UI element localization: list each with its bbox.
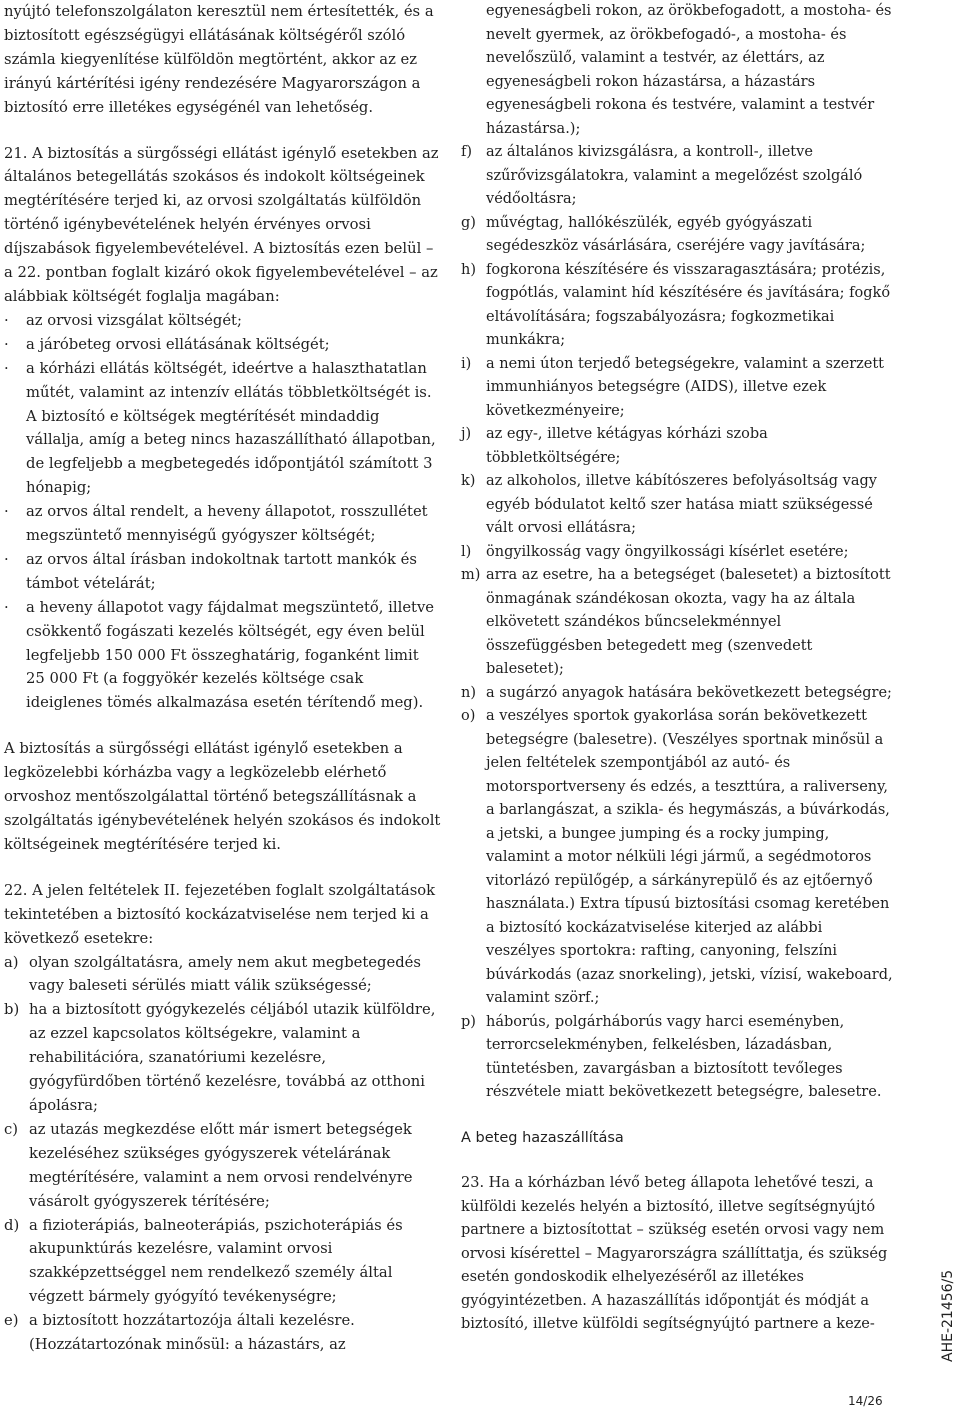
list-marker: b) xyxy=(4,1001,20,1019)
list-marker: h) xyxy=(461,261,476,278)
list-marker: l) xyxy=(461,543,472,560)
list-item xyxy=(4,333,442,357)
section-23-paragraph: 23. Ha a kórházban lévő beteg állapota lehetővé teszi, a külföldi kezelés helyén a biztosító, illetve segítségnyújtó partnere a biztosítottat – szükség esetén orvosi vagy nem orvosi kísérettel – Magyarországra szállíttatja, és szükség esetén gondoskodik elhelyezéséről az illetékes gyógyintézetben. A hazaszállítás időpontját és módját a biztosító, illetve külföldi segítségnyújtó partnere a keze- xyxy=(461,1175,888,1332)
list-item-text: fogkorona készítésére és visszaragasztására; protézis, fogpótlás, valamint híd készítésére és javítására; fogkő eltávolítására; fogszabályozásra; fogkozmetikai munkákra; xyxy=(486,261,891,348)
list-item-text: a biztosított hozzátartozója általi kezelésre. (Hozzátartozónak minősül: a házastárs, az xyxy=(29,1312,355,1354)
section-22-list-left xyxy=(4,951,442,1357)
list-item xyxy=(461,470,893,541)
list-item xyxy=(461,682,893,706)
list-item xyxy=(4,596,442,716)
list-item xyxy=(461,1011,893,1105)
list-marker: f) xyxy=(461,144,473,160)
list-marker: n) xyxy=(461,684,476,701)
section-22-list-right xyxy=(461,141,893,1105)
list-item-text: művégtag, hallókészülék, egyéb gyógyászati segédeszköz vásárlására, cseréjére vagy javítására; xyxy=(486,214,866,254)
section-21-paragraph: 21. A biztosítás a sürgősségi ellátást igénylő esetekben az általános betegellátás szokásos és indokolt költségeinek megtérítésére terjed ki, az orvosi szolgáltatás külföldön történő igénybevételének helyén érvényes orvosi díjszabások figyelembevételével. A biztosítás ezen belül – a 22. pontban foglalt kizáró okok figyelembevételével – az alábbiak költségét foglalja magában: xyxy=(4,144,439,305)
bullet-mark: · xyxy=(4,359,9,377)
list-item xyxy=(461,541,893,565)
list-item-text: háborús, polgárháborús vagy harci eseményben, terrorcselekményben, felkelésben, lázadásban, tüntetésben, zavargásban a biztosított tevőleges részvétele miatt bekövetkezett betegségre, balesetre. xyxy=(486,1013,882,1100)
list-marker: p) xyxy=(461,1013,476,1030)
list-item-text: ha a biztosított gyógykezelés céljából utazik külföldre, az ezzel kapcsolatos költségekre, valamint a rehabilitációra, szanatóriumi kezelésre, gyógyfürdőben történő kezelésre, továbbá az otthoni ápolásra; xyxy=(29,1001,436,1114)
list-item-text: az orvosi vizsgálat költségét; xyxy=(26,311,242,329)
list-item xyxy=(4,951,442,999)
list-item-text: a kórházi ellátás költségét, ideértve a halaszthatatlan műtét, valamint az intenzív ellátás többletköltségét is. A biztosító e költségek megtérítését mindaddig vállalja, amíg a beteg nincs hazaszállítható állapotban, de legfeljebb a megbetegedés időpontjától számított 3 hónapig; xyxy=(26,359,436,497)
section-21-bullet-list xyxy=(4,309,442,715)
list-marker: g) xyxy=(461,214,476,231)
list-item xyxy=(461,141,893,212)
list-item-text: a fizioterápiás, balneoterápiás, pszichoterápiás és akupunktúrás kezelésre, valamint orvosi szakképzettséggel nem rendelkező személy által végzett bármely gyógyító tevékenységre; xyxy=(29,1216,403,1306)
list-marker: i) xyxy=(461,355,472,372)
bullet-mark: · xyxy=(4,503,9,521)
list-item xyxy=(461,705,893,1011)
list-item-text: az általános kivizsgálásra, a kontroll-, illetve szűrővizsgálatokra, valamint a megelőzést szolgáló védőoltásra; xyxy=(486,144,863,207)
list-item xyxy=(461,259,893,353)
list-item-text: olyan szolgáltatásra, amely nem akut megbetegedés vagy baleseti sérülés miatt válik szükségessé; xyxy=(29,953,421,995)
continuation-text: egyeneságbeli rokon, az örökbefogadott, a mostoha- és nevelt gyermek, az örökbefogadó-, a mostoha- és nevelőszülő, valamint a testvér, az élettárs, az egyeneságbeli rokon házastársa, a házastárs egyeneságbeli rokona és testvére, valamint a testvér házastársa.); xyxy=(486,3,892,137)
transport-paragraph: A biztosítás a sürgősségi ellátást igénylő esetekben a legközelebbi kórházba vagy a legközelebb elérhető orvoshoz mentőszolgálattal történő betegszállításnak a szolgáltatás igénybevételének helyén szokásos és indokolt költségeinek megtérítésére terjed ki. xyxy=(4,740,441,853)
list-item xyxy=(461,423,893,470)
list-marker: k) xyxy=(461,473,476,489)
document-code: AHE-21456/5 xyxy=(940,1269,956,1362)
intro-paragraph: nyújtó telefonszolgálaton keresztül nem értesítették, és a biztosított egészségügyi ellátásának költségéről szóló számla kiegyenlítése külföldön megtörtént, akkor az ez irányú kártérítési igény rendezésére Magyarországon a biztosító erre illetékes egységénél van lehetőség. xyxy=(4,3,434,116)
list-item xyxy=(4,998,442,1118)
list-item-text: a heveny állapotot vagy fájdalmat megszüntető, illetve csökkentő fogászati kezelés költségét, egy éven belül legfeljebb 150 000 Ft összeghatárig, foganként limit 25 000 Ft (a foggyökér kezelés költsége csak ideiglenes tömés alkalmazása esetén térítendő meg). xyxy=(26,598,435,712)
right-column xyxy=(461,0,893,1337)
section-heading: A beteg hazaszállítása xyxy=(461,1129,624,1146)
list-marker: c) xyxy=(4,1120,19,1138)
list-marker: j) xyxy=(461,426,472,442)
list-item-text: arra az esetre, ha a betegséget (balesetet) a biztosított önmagának szándékosan okozta, vagy ha az általa elkövetett szándékos bűncselekménnyel összefüggésben betegedett meg (szenvedett balesetet); xyxy=(486,567,891,677)
list-item xyxy=(4,309,442,333)
list-marker: o) xyxy=(461,708,476,724)
list-marker: e) xyxy=(4,1312,19,1330)
list-item xyxy=(4,500,442,548)
list-item-text: a sugárzó anyagok hatására bekövetkezett betegségre; xyxy=(486,684,892,701)
list-item xyxy=(4,1309,442,1357)
list-item xyxy=(461,564,893,682)
section-22-paragraph: 22. A jelen feltételek II. fejezetében foglalt szolgáltatások tekintetében a biztosító kockázatviselése nem terjed ki a következő esetekre: xyxy=(4,881,436,947)
list-item-text: a járóbeteg orvosi ellátásának költségét; xyxy=(26,335,330,353)
list-item-text: az orvos által írásban indokoltnak tartott mankók és támbot vételárát; xyxy=(26,550,417,592)
bullet-mark: · xyxy=(4,335,9,353)
list-item xyxy=(461,353,893,424)
list-item-text: az utazás megkezdése előtt már ismert betegségek kezeléséhez szükséges gyógyszerek vételárának megtérítésére, valamint a nem orvosi rendelvényre vásárolt gyógyszerek térítésére; xyxy=(29,1120,413,1210)
list-marker: d) xyxy=(4,1216,20,1234)
list-item xyxy=(461,212,893,259)
page-number: 14/26 xyxy=(848,1394,883,1408)
list-item-text: a nemi úton terjedő betegségekre, valamint a szerzett immunhiányos betegségre (AIDS), illetve ezek következményeire; xyxy=(486,355,885,419)
list-item-text: öngyilkosság vagy öngyilkossági kísérlet esetére; xyxy=(486,543,849,560)
list-item-text: az orvos által rendelt, a heveny állapotot, rosszullétet megszüntető mennyiségű gyógyszer költségét; xyxy=(26,503,428,545)
list-item xyxy=(4,1118,442,1214)
bullet-mark: · xyxy=(4,598,9,616)
list-item xyxy=(4,1214,442,1310)
list-item xyxy=(4,357,442,500)
bullet-mark: · xyxy=(4,550,9,568)
list-item xyxy=(4,548,442,596)
list-marker: a) xyxy=(4,953,19,971)
list-item-text: az alkoholos, illetve kábítószeres befolyásoltság vagy egyéb bódulatot keltő szer hatása miatt szükségessé vált orvosi ellátásra; xyxy=(486,473,877,536)
list-marker: m) xyxy=(461,567,481,583)
left-column xyxy=(4,0,442,1357)
list-item-continuation xyxy=(461,0,893,141)
list-item-text: a veszélyes sportok gyakorlása során bekövetkezett betegségre (balesetre). (Veszélyes sportnak minősül a jelen feltételek szempontjából az autó- és motorsportverseny és edzés, a teszttúra, a raliverseny, a barlangászat, a szikla- és hegymászás, a búvárkodás, a jetski, a bungee jumping és a rocky jumping, valamint a motor nélküli légi jármű, a segédmotoros vitorlázó repülőgép, a sárkányrepülő és az ejtőernyő használata.) Extra típusú biztosítási csomag keretében a biztosító kockázatviselése kiterjed az alábbi veszélyes sportokra: rafting, canyoning, felszíni búvárkodás (azaz snorkeling), jetski, vízisí, wakeboard, valamint szörf.; xyxy=(486,708,893,1006)
list-item-text: az egy-, illetve kétágyas kórházi szoba többletköltségére; xyxy=(486,426,768,466)
bullet-mark: · xyxy=(4,311,9,329)
